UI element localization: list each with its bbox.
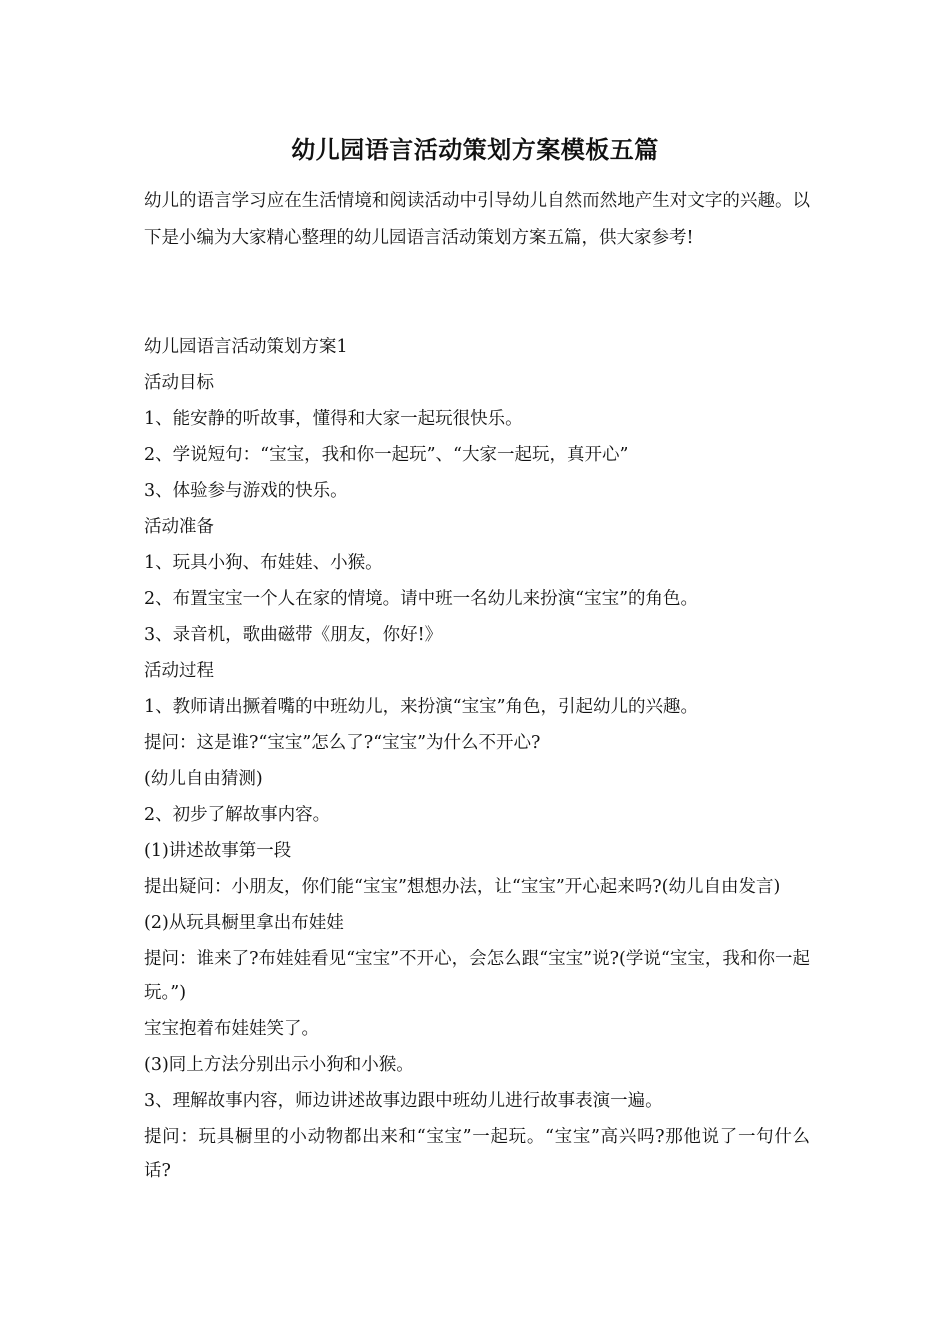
process-item: 1、教师请出撅着嘴的中班幼儿，来扮演“宝宝”角色，引起幼儿的兴趣。 — [144, 697, 699, 717]
document-title: 幼儿园语言活动策划方案模板五篇 — [291, 135, 659, 164]
process-item: 提出疑问：小朋友，你们能“宝宝”想想办法，让“宝宝”开心起来吗?(幼儿自由发言) — [144, 877, 781, 897]
process-item: (3)同上方法分别出示小狗和小猴。 — [144, 1055, 414, 1075]
process-item: 提问：玩具橱里的小动物都出来和“宝宝”一起玩。“宝宝”高兴吗?那他说了一句什么话? — [144, 1127, 810, 1181]
preparation-item: 1、玩具小狗、布娃娃、小猴。 — [144, 553, 383, 573]
preparation-item: 3、录音机，歌曲磁带《朋友，你好!》 — [144, 625, 443, 645]
process-item: 2、初步了解故事内容。 — [144, 805, 331, 825]
process-item: (幼儿自由猜测) — [144, 769, 263, 789]
process-item: (1)讲述故事第一段 — [144, 841, 292, 861]
document-body — [144, 330, 810, 1188]
process-item: 3、理解故事内容，师边讲述故事边跟中班幼儿进行故事表演一遍。 — [144, 1091, 663, 1111]
subheading-process: 活动过程 — [144, 661, 214, 681]
goal-item: 1、能安静的听故事，懂得和大家一起玩很快乐。 — [144, 409, 523, 429]
process-item: 提问：这是谁?“宝宝”怎么了?“宝宝”为什么不开心? — [144, 733, 541, 753]
process-item: 宝宝抱着布娃娃笑了。 — [144, 1019, 319, 1039]
subheading-goals: 活动目标 — [144, 373, 214, 393]
process-item: (2)从玩具橱里拿出布娃娃 — [144, 913, 344, 933]
goal-item: 3、体验参与游戏的快乐。 — [144, 481, 348, 501]
section-heading: 幼儿园语言活动策划方案1 — [144, 337, 348, 357]
intro-paragraph: 幼儿的语言学习应在生活情境和阅读活动中引导幼儿自然而然地产生对文字的兴趣。以下是小编为大家精心整理的幼儿园语言活动策划方案五篇，供大家参考! — [144, 191, 810, 248]
process-item: 提问：谁来了?布娃娃看见“宝宝”不开心，会怎么跟“宝宝”说?(学说“宝宝，我和你一起玩。”) — [144, 949, 810, 1003]
goal-item: 2、学说短句：“宝宝，我和你一起玩”、“大家一起玩，真开心” — [144, 445, 629, 465]
subheading-preparation: 活动准备 — [144, 517, 214, 537]
preparation-item: 2、布置宝宝一个人在家的情境。请中班一名幼儿来扮演“宝宝”的角色。 — [144, 589, 699, 609]
